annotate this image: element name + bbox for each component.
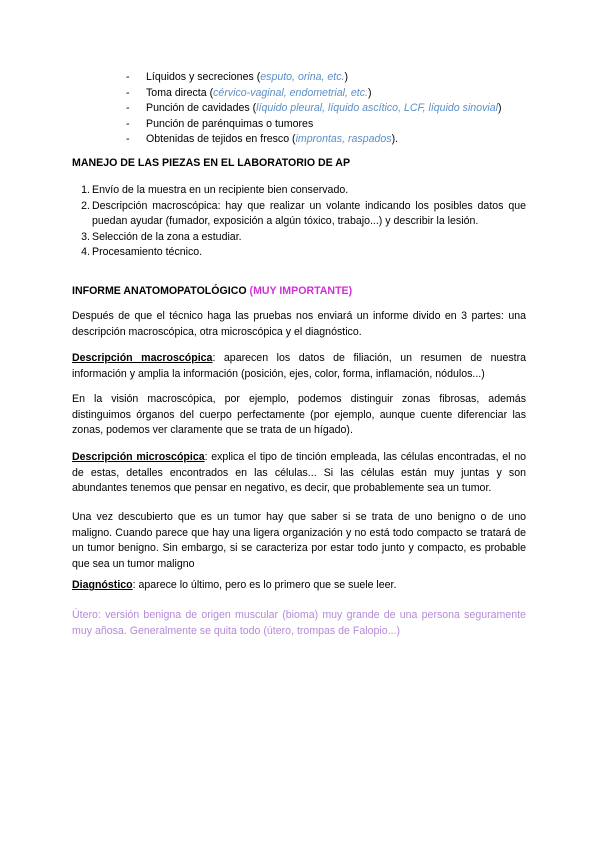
list-item: - Obtenidas de tejidos en fresco (improntas, raspados).: [126, 133, 399, 146]
list-item: 3. Selección de la zona a estudiar.: [81, 230, 242, 243]
sample-types-list: [126, 70, 502, 148]
intro-paragraph: Después de que el técnico haga las pruebas nos enviará un informe divido en 3 partes: una descripción macroscópica, otra microscópica y el diagnóstico.: [72, 310, 526, 338]
section-heading-manejo: MANEJO DE LAS PIEZAS EN EL LABORATORIO DE AP: [72, 157, 351, 169]
list-item: - Toma directa (cérvico-vaginal, endometrial, etc.): [126, 86, 372, 99]
list-item: - Líquidos y secreciones (esputo, orina, etc.): [126, 71, 348, 83]
section-heading-informe: INFORME ANATOMOPATOLÓGICO (MUY IMPORTANTE): [72, 285, 353, 297]
list-item: - Punción de parénquimas o tumores: [126, 117, 314, 130]
list-item: 1. Envío de la muestra en un recipiente bien conservado.: [81, 184, 349, 196]
micro-paragraph: Descripción microscópica: explica el tipo de tinción empleada, las células encontradas, el no de estas, detalles encontrados en las células... Si las células están muy juntas y son abundantes tenemos que pensar en negativo, es decir, que probablemente sea un tumor.: [72, 451, 526, 495]
macro-paragraph-2: En la visión macroscópica, por ejemplo, podemos distinguir zonas fibrosas, además distinguimos órganos del cuerpo perfectamente (por ejemplo, aunque cuente diferenciar las zonas, podemos ver claramente que se trata de un hígado).: [72, 393, 526, 437]
example-paragraph: Útero: versión benigna de origen muscular (bioma) muy grande de una persona seguramente muy añosa. Generalmente se quita todo (útero, trompas de Falopio...): [72, 609, 526, 637]
list-item: - Punción de cavidades (líquido pleural, líquido ascítico, LCF, líquido sinovial): [126, 102, 502, 115]
procedure-steps-list: [72, 183, 526, 261]
macro-paragraph: Descripción macroscópica: aparecen los datos de filiación, un resumen de nuestra información y amplia la información (posición, ejes, color, forma, inflamación, nódulos...): [72, 352, 526, 380]
diagnosis-paragraph: Diagnóstico: aparece lo último, pero es lo primero que se suele leer.: [72, 579, 397, 591]
list-item: 4. Procesamiento técnico.: [81, 246, 203, 259]
tumor-paragraph: Una vez descubierto que es un tumor hay que saber si se trata de uno benigno o de uno maligno. Cuando parece que hay una ligera organización y no está todo compacto se tratará de un tumor benigno. Sin embargo, si se caracteriza por estar todo junto y compacto, es probable que sea un tumor maligno: [72, 511, 526, 570]
list-item: 2. Descripción macroscópica: hay que realizar un volante indicando los posibles datos que puedan ayudar (fumador, exposición a algún tóxico, trabajo...) y describir la lesión.: [81, 199, 526, 228]
